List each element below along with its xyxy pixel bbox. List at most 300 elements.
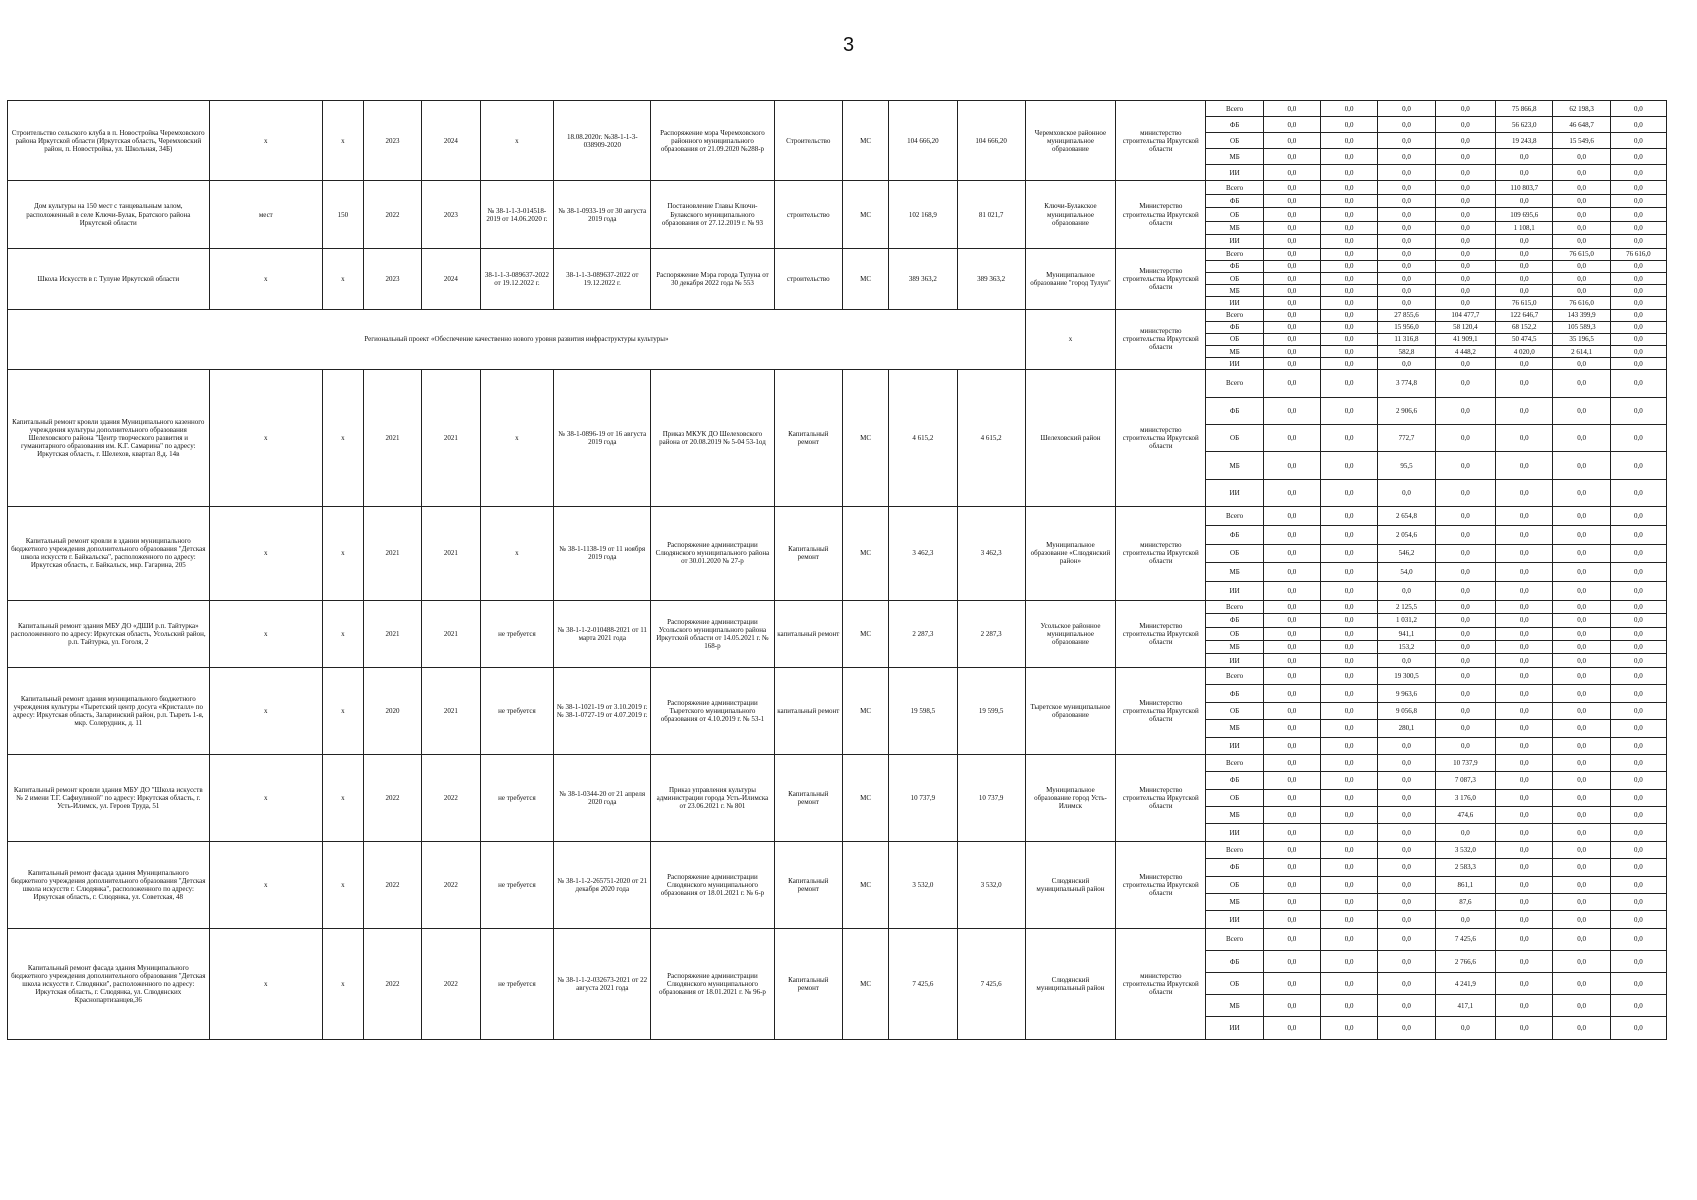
funding-value-cell: 0,0 bbox=[1553, 544, 1610, 563]
decision-document-cell: Распоряжение администрации Слюдянского муниципального образования от 18.01.2021 г. № 96-р bbox=[651, 928, 774, 1039]
ownership-cell: МС bbox=[842, 841, 888, 928]
funding-value-cell: 2 583,3 bbox=[1435, 859, 1496, 876]
funding-value-cell: 0,0 bbox=[1378, 737, 1435, 754]
project-name-cell: Региональный проект «Обеспечение качественно нового уровня развития инфраструктуры культуры» bbox=[8, 309, 1026, 370]
funding-value-cell: 35 196,5 bbox=[1553, 333, 1610, 345]
funding-source-cell: ОБ bbox=[1206, 876, 1263, 893]
start-year-cell: 2020 bbox=[363, 667, 421, 754]
funding-value-cell: 0,0 bbox=[1435, 208, 1496, 221]
funding-value-cell: 0,0 bbox=[1496, 248, 1553, 260]
funding-value-cell: 0,0 bbox=[1496, 544, 1553, 563]
funding-value-cell: 0,0 bbox=[1610, 333, 1666, 345]
funding-value-cell: 0,0 bbox=[1378, 248, 1435, 260]
object-name-cell: Дом культуры на 150 мест с танцевальным залом, расположенный в селе Ключи-Булак, Братского района Иркутской области bbox=[8, 181, 210, 248]
end-year-cell: 2021 bbox=[422, 667, 480, 754]
funding-value-cell: 0,0 bbox=[1263, 235, 1320, 248]
expertise-conclusion-cell: № 38-1-0896-19 от 16 августа 2019 года bbox=[554, 370, 651, 507]
funding-value-cell: 105 589,3 bbox=[1553, 321, 1610, 333]
estimated-cost-cell: 104 666,20 bbox=[889, 101, 957, 181]
funding-value-cell: 0,0 bbox=[1496, 370, 1553, 397]
expertise-conclusion-cell: 18.08.2020г. №38-1-1-3-038909-2020 bbox=[554, 101, 651, 181]
funding-value-cell: 0,0 bbox=[1263, 544, 1320, 563]
work-type-cell: Капитальный ремонт bbox=[774, 754, 842, 841]
funding-value-cell: 0,0 bbox=[1553, 667, 1610, 684]
expertise-conclusion-cell: № 38-1-1021-19 от 3.10.2019 г. № 38-1-0727-19 от 4.07.2019 г. bbox=[554, 667, 651, 754]
funding-value-cell: 0,0 bbox=[1610, 654, 1666, 667]
funding-value-cell: 15 549,6 bbox=[1553, 133, 1610, 149]
funding-value-cell: 50 474,5 bbox=[1496, 333, 1553, 345]
decision-document-cell: Распоряжение мэра Черемховского районного муниципального образования от 21.09.2020 №288-р bbox=[651, 101, 774, 181]
funding-value-cell: 0,0 bbox=[1610, 789, 1666, 806]
funding-value-cell: 0,0 bbox=[1435, 720, 1496, 737]
work-type-cell: строительство bbox=[774, 181, 842, 248]
administrator-cell: Министерство строительства Иркутской области bbox=[1116, 754, 1206, 841]
funding-value-cell: 0,0 bbox=[1553, 627, 1610, 640]
object-name-cell: Строительство сельского клуба в п. Новостройка Черемховского района Иркутской области (Иркутская область, Черемховский район, п. Новостройка, ул. Школьная, 34Б) bbox=[8, 101, 210, 181]
funding-value-cell: 0,0 bbox=[1553, 285, 1610, 297]
funding-source-cell: ОБ bbox=[1206, 789, 1263, 806]
funding-value-cell: 0,0 bbox=[1553, 824, 1610, 841]
funding-value-cell: 0,0 bbox=[1553, 452, 1610, 479]
funding-value-cell: 143 399,9 bbox=[1553, 309, 1610, 321]
funding-source-cell: ФБ bbox=[1206, 117, 1263, 133]
funding-value-cell: 861,1 bbox=[1435, 876, 1496, 893]
funding-value-cell: 0,0 bbox=[1610, 117, 1666, 133]
funding-value-cell: 0,0 bbox=[1263, 859, 1320, 876]
funding-source-cell: ИИ bbox=[1206, 911, 1263, 928]
funding-value-cell: 7 087,3 bbox=[1435, 772, 1496, 789]
funding-value-cell: 0,0 bbox=[1378, 841, 1435, 858]
administrator-cell: министерство строительства Иркутской области bbox=[1116, 309, 1206, 370]
funding-source-cell: ИИ bbox=[1206, 654, 1263, 667]
recipient-cell: х bbox=[1025, 309, 1115, 370]
funding-value-cell: 0,0 bbox=[1378, 208, 1435, 221]
funding-value-cell: 0,0 bbox=[1378, 260, 1435, 272]
funding-value-cell: 0,0 bbox=[1263, 358, 1320, 370]
funding-value-cell: 0,0 bbox=[1263, 248, 1320, 260]
remaining-cost-cell: 2 287,3 bbox=[957, 600, 1025, 667]
funding-value-cell: 0,0 bbox=[1610, 425, 1666, 452]
funding-value-cell: 582,8 bbox=[1378, 345, 1435, 357]
funding-value-cell: 0,0 bbox=[1263, 452, 1320, 479]
funding-value-cell: 0,0 bbox=[1378, 149, 1435, 165]
recipient-cell: Усольское районное муниципальное образование bbox=[1025, 600, 1115, 667]
administrator-cell: министерство строительства Иркутской области bbox=[1116, 370, 1206, 507]
funding-value-cell: 0,0 bbox=[1435, 507, 1496, 526]
funding-value-cell: 27 855,6 bbox=[1378, 309, 1435, 321]
funding-source-cell: ОБ bbox=[1206, 133, 1263, 149]
funding-value-cell: 0,0 bbox=[1263, 321, 1320, 333]
funding-value-cell: 0,0 bbox=[1263, 627, 1320, 640]
funding-value-cell: 0,0 bbox=[1553, 525, 1610, 544]
funding-source-cell: ОБ bbox=[1206, 333, 1263, 345]
funding-value-cell: 0,0 bbox=[1610, 894, 1666, 911]
funding-value-cell: 0,0 bbox=[1553, 181, 1610, 194]
recipient-cell: Черемховское районное муниципальное образование bbox=[1025, 101, 1115, 181]
funding-value-cell: 0,0 bbox=[1610, 221, 1666, 234]
funding-value-cell: 0,0 bbox=[1496, 273, 1553, 285]
funding-value-cell: 0,0 bbox=[1321, 807, 1378, 824]
funding-value-cell: 0,0 bbox=[1553, 995, 1610, 1017]
funding-source-cell: ФБ bbox=[1206, 614, 1263, 627]
funding-value-cell: 0,0 bbox=[1263, 894, 1320, 911]
funding-value-cell: 0,0 bbox=[1321, 273, 1378, 285]
start-year-cell: 2021 bbox=[363, 370, 421, 507]
ownership-cell: МС bbox=[842, 600, 888, 667]
funding-value-cell: 41 909,1 bbox=[1435, 333, 1496, 345]
funding-value-cell: 0,0 bbox=[1496, 911, 1553, 928]
capacity-cell: х bbox=[323, 841, 364, 928]
funding-value-cell: 0,0 bbox=[1553, 479, 1610, 506]
funding-value-cell: 0,0 bbox=[1610, 581, 1666, 600]
funding-source-cell: Всего bbox=[1206, 928, 1263, 950]
funding-value-cell: 0,0 bbox=[1553, 165, 1610, 181]
table-row bbox=[8, 309, 1667, 321]
funding-value-cell: 0,0 bbox=[1263, 525, 1320, 544]
recipient-cell: Муниципальное образование город Усть-Илимск bbox=[1025, 754, 1115, 841]
funding-value-cell: 0,0 bbox=[1378, 876, 1435, 893]
funding-value-cell: 0,0 bbox=[1321, 321, 1378, 333]
start-year-cell: 2021 bbox=[363, 600, 421, 667]
expertise-conclusion-cell: № 38-1-1138-19 от 11 ноября 2019 года bbox=[554, 507, 651, 600]
funding-value-cell: 0,0 bbox=[1321, 894, 1378, 911]
funding-value-cell: 153,2 bbox=[1378, 641, 1435, 654]
funding-source-cell: ФБ bbox=[1206, 321, 1263, 333]
funding-source-cell: Всего bbox=[1206, 600, 1263, 613]
funding-value-cell: 0,0 bbox=[1496, 894, 1553, 911]
funding-value-cell: 0,0 bbox=[1321, 297, 1378, 309]
funding-value-cell: 0,0 bbox=[1435, 685, 1496, 702]
capacity-cell: х bbox=[323, 101, 364, 181]
estimated-cost-cell: 3 532,0 bbox=[889, 841, 957, 928]
unit-cell: х bbox=[209, 370, 322, 507]
funding-value-cell: 0,0 bbox=[1321, 507, 1378, 526]
funding-value-cell: 0,0 bbox=[1496, 600, 1553, 613]
expertise-cell: х bbox=[480, 507, 554, 600]
funding-value-cell: 0,0 bbox=[1321, 101, 1378, 117]
funding-value-cell: 0,0 bbox=[1496, 876, 1553, 893]
funding-source-cell: ОБ bbox=[1206, 425, 1263, 452]
funding-value-cell: 0,0 bbox=[1321, 600, 1378, 613]
funding-value-cell: 0,0 bbox=[1610, 397, 1666, 424]
funding-value-cell: 0,0 bbox=[1553, 235, 1610, 248]
funding-value-cell: 0,0 bbox=[1496, 525, 1553, 544]
object-name-cell: Капитальный ремонт кровли в здании муниципального бюджетного учреждения дополнительного образования "Детская школа искусств г. Байкальска", расположенного по адресу: Иркутская область, г. Байкальск, мкр. Гагарина, 205 bbox=[8, 507, 210, 600]
funding-source-cell: ИИ bbox=[1206, 581, 1263, 600]
funding-value-cell: 2 054,6 bbox=[1378, 525, 1435, 544]
funding-value-cell: 0,0 bbox=[1263, 928, 1320, 950]
funding-value-cell: 0,0 bbox=[1553, 720, 1610, 737]
funding-source-cell: ИИ bbox=[1206, 1017, 1263, 1040]
funding-value-cell: 0,0 bbox=[1321, 911, 1378, 928]
funding-value-cell: 0,0 bbox=[1610, 149, 1666, 165]
funding-value-cell: 0,0 bbox=[1378, 358, 1435, 370]
funding-value-cell: 0,0 bbox=[1610, 133, 1666, 149]
funding-value-cell: 0,0 bbox=[1321, 397, 1378, 424]
funding-source-cell: Всего bbox=[1206, 667, 1263, 684]
start-year-cell: 2022 bbox=[363, 754, 421, 841]
funding-source-cell: Всего bbox=[1206, 181, 1263, 194]
funding-value-cell: 0,0 bbox=[1553, 208, 1610, 221]
funding-value-cell: 0,0 bbox=[1496, 260, 1553, 272]
funding-value-cell: 10 737,9 bbox=[1435, 754, 1496, 771]
funding-value-cell: 0,0 bbox=[1553, 149, 1610, 165]
funding-value-cell: 0,0 bbox=[1610, 507, 1666, 526]
funding-value-cell: 0,0 bbox=[1263, 1017, 1320, 1040]
funding-source-cell: МБ bbox=[1206, 452, 1263, 479]
funding-value-cell: 0,0 bbox=[1321, 737, 1378, 754]
decision-document-cell: Распоряжение администрации Усольского муниципального района Иркутской области от 14.05.2021 г. № 168-р bbox=[651, 600, 774, 667]
funding-value-cell: 0,0 bbox=[1263, 370, 1320, 397]
funding-value-cell: 0,0 bbox=[1553, 789, 1610, 806]
funding-value-cell: 0,0 bbox=[1553, 950, 1610, 972]
funding-value-cell: 0,0 bbox=[1435, 1017, 1496, 1040]
funding-value-cell: 19 300,5 bbox=[1378, 667, 1435, 684]
funding-value-cell: 0,0 bbox=[1378, 789, 1435, 806]
funding-value-cell: 0,0 bbox=[1496, 397, 1553, 424]
funding-value-cell: 0,0 bbox=[1496, 720, 1553, 737]
funding-value-cell: 46 648,7 bbox=[1553, 117, 1610, 133]
decision-document-cell: Распоряжение администрации Слюдянского муниципального образования от 18.01.2021 г. № 6-р bbox=[651, 841, 774, 928]
funding-value-cell: 0,0 bbox=[1321, 133, 1378, 149]
funding-value-cell: 0,0 bbox=[1553, 194, 1610, 207]
funding-source-cell: МБ bbox=[1206, 563, 1263, 582]
funding-value-cell: 0,0 bbox=[1496, 824, 1553, 841]
funding-value-cell: 0,0 bbox=[1263, 876, 1320, 893]
funding-value-cell: 0,0 bbox=[1496, 754, 1553, 771]
capacity-cell: х bbox=[323, 600, 364, 667]
funding-value-cell: 0,0 bbox=[1610, 260, 1666, 272]
funding-source-cell: ОБ bbox=[1206, 702, 1263, 719]
funding-value-cell: 0,0 bbox=[1378, 754, 1435, 771]
end-year-cell: 2024 bbox=[422, 248, 480, 309]
start-year-cell: 2022 bbox=[363, 928, 421, 1039]
funding-value-cell: 0,0 bbox=[1263, 824, 1320, 841]
funding-value-cell: 0,0 bbox=[1610, 208, 1666, 221]
estimated-cost-cell: 4 615,2 bbox=[889, 370, 957, 507]
decision-document-cell: Распоряжение администрации Тыретского муниципального образования от 4.10.2019 г. № 53-1 bbox=[651, 667, 774, 754]
funding-value-cell: 0,0 bbox=[1435, 667, 1496, 684]
funding-value-cell: 0,0 bbox=[1263, 273, 1320, 285]
funding-value-cell: 0,0 bbox=[1435, 581, 1496, 600]
funding-source-cell: МБ bbox=[1206, 345, 1263, 357]
page-number: 3 bbox=[842, 34, 855, 56]
administrator-cell: министерство строительства Иркутской области bbox=[1116, 928, 1206, 1039]
recipient-cell: Муниципальное образование "город Тулун" bbox=[1025, 248, 1115, 309]
funding-value-cell: 0,0 bbox=[1435, 824, 1496, 841]
work-type-cell: капитальный ремонт bbox=[774, 667, 842, 754]
funding-value-cell: 15 956,0 bbox=[1378, 321, 1435, 333]
expertise-cell: не требуется bbox=[480, 754, 554, 841]
funding-value-cell: 0,0 bbox=[1610, 950, 1666, 972]
funding-value-cell: 0,0 bbox=[1553, 425, 1610, 452]
funding-value-cell: 0,0 bbox=[1610, 772, 1666, 789]
funding-value-cell: 474,6 bbox=[1435, 807, 1496, 824]
funding-value-cell: 0,0 bbox=[1378, 181, 1435, 194]
funding-source-cell: Всего bbox=[1206, 309, 1263, 321]
funding-value-cell: 0,0 bbox=[1321, 876, 1378, 893]
funding-value-cell: 0,0 bbox=[1263, 117, 1320, 133]
funding-value-cell: 0,0 bbox=[1378, 950, 1435, 972]
funding-value-cell: 0,0 bbox=[1610, 641, 1666, 654]
estimated-cost-cell: 389 363,2 bbox=[889, 248, 957, 309]
unit-cell: х bbox=[209, 507, 322, 600]
funding-value-cell: 0,0 bbox=[1553, 370, 1610, 397]
funding-value-cell: 0,0 bbox=[1321, 479, 1378, 506]
funding-value-cell: 0,0 bbox=[1263, 685, 1320, 702]
funding-value-cell: 19 243,8 bbox=[1496, 133, 1553, 149]
object-name-cell: Школа Искусств в г. Тулуне Иркутской области bbox=[8, 248, 210, 309]
funding-value-cell: 0,0 bbox=[1610, 544, 1666, 563]
funding-value-cell: 0,0 bbox=[1321, 525, 1378, 544]
expertise-cell: не требуется bbox=[480, 841, 554, 928]
funding-value-cell: 0,0 bbox=[1321, 309, 1378, 321]
ownership-cell: МС bbox=[842, 370, 888, 507]
funding-value-cell: 0,0 bbox=[1496, 425, 1553, 452]
funding-value-cell: 0,0 bbox=[1435, 614, 1496, 627]
funding-value-cell: 0,0 bbox=[1496, 950, 1553, 972]
recipient-cell: Слюдянский муниципальный район bbox=[1025, 928, 1115, 1039]
funding-value-cell: 0,0 bbox=[1553, 754, 1610, 771]
funding-source-cell: МБ bbox=[1206, 221, 1263, 234]
funding-value-cell: 0,0 bbox=[1263, 807, 1320, 824]
funding-value-cell: 4 241,9 bbox=[1435, 973, 1496, 995]
funding-value-cell: 0,0 bbox=[1321, 452, 1378, 479]
funding-value-cell: 0,0 bbox=[1263, 297, 1320, 309]
end-year-cell: 2022 bbox=[422, 928, 480, 1039]
funding-value-cell: 0,0 bbox=[1378, 973, 1435, 995]
funding-value-cell: 0,0 bbox=[1610, 285, 1666, 297]
funding-value-cell: 0,0 bbox=[1496, 479, 1553, 506]
table-row bbox=[8, 370, 1667, 397]
funding-value-cell: 0,0 bbox=[1496, 654, 1553, 667]
funding-value-cell: 546,2 bbox=[1378, 544, 1435, 563]
funding-value-cell: 0,0 bbox=[1321, 333, 1378, 345]
funding-value-cell: 0,0 bbox=[1263, 479, 1320, 506]
object-name-cell: Капитальный ремонт кровли здания Муниципального казенного учреждения культуры дополнительного образования Шелеховского района "Центр творческого развития и гуманитарного образования им. К.Г. Самарина" по адресу: Иркутская область, г. Шелехов, квартал 8,д. 14в bbox=[8, 370, 210, 507]
ownership-cell: МС bbox=[842, 507, 888, 600]
table-row bbox=[8, 600, 1667, 613]
funding-value-cell: 3 532,0 bbox=[1435, 841, 1496, 858]
capacity-cell: х bbox=[323, 248, 364, 309]
recipient-cell: Слюдянский муниципальный район bbox=[1025, 841, 1115, 928]
funding-source-cell: ФБ bbox=[1206, 525, 1263, 544]
funding-value-cell: 2 654,8 bbox=[1378, 507, 1435, 526]
funding-value-cell: 0,0 bbox=[1321, 117, 1378, 133]
estimated-cost-cell: 102 168,9 bbox=[889, 181, 957, 248]
funding-value-cell: 0,0 bbox=[1263, 133, 1320, 149]
work-type-cell: Капитальный ремонт bbox=[774, 928, 842, 1039]
funding-value-cell: 0,0 bbox=[1610, 101, 1666, 117]
funding-value-cell: 0,0 bbox=[1321, 208, 1378, 221]
end-year-cell: 2021 bbox=[422, 370, 480, 507]
funding-value-cell: 0,0 bbox=[1435, 297, 1496, 309]
funding-value-cell: 0,0 bbox=[1435, 358, 1496, 370]
funding-value-cell: 0,0 bbox=[1321, 194, 1378, 207]
funding-source-cell: ИИ bbox=[1206, 358, 1263, 370]
funding-value-cell: 0,0 bbox=[1553, 507, 1610, 526]
decision-document-cell: Постановление Главы Ключи-Булакского муниципального образования от 27.12.2019 г. № 93 bbox=[651, 181, 774, 248]
funding-value-cell: 0,0 bbox=[1435, 285, 1496, 297]
funding-value-cell: 0,0 bbox=[1321, 581, 1378, 600]
capacity-cell: х bbox=[323, 507, 364, 600]
remaining-cost-cell: 10 737,9 bbox=[957, 754, 1025, 841]
funding-value-cell: 0,0 bbox=[1321, 358, 1378, 370]
funding-source-cell: ОБ bbox=[1206, 627, 1263, 640]
funding-source-cell: Всего bbox=[1206, 754, 1263, 771]
funding-value-cell: 0,0 bbox=[1378, 772, 1435, 789]
decision-document-cell: Приказ МКУК ДО Шелеховского района от 20.08.2019 № 5-04 53-1од bbox=[651, 370, 774, 507]
funding-value-cell: 0,0 bbox=[1553, 397, 1610, 424]
funding-value-cell: 0,0 bbox=[1263, 667, 1320, 684]
funding-value-cell: 0,0 bbox=[1321, 754, 1378, 771]
funding-value-cell: 0,0 bbox=[1378, 101, 1435, 117]
end-year-cell: 2024 bbox=[422, 101, 480, 181]
funding-value-cell: 0,0 bbox=[1496, 563, 1553, 582]
funding-value-cell: 0,0 bbox=[1378, 117, 1435, 133]
funding-value-cell: 0,0 bbox=[1610, 345, 1666, 357]
funding-value-cell: 0,0 bbox=[1378, 654, 1435, 667]
funding-value-cell: 76 616,0 bbox=[1553, 297, 1610, 309]
unit-cell: х bbox=[209, 928, 322, 1039]
table-row bbox=[8, 754, 1667, 771]
funding-value-cell: 0,0 bbox=[1553, 563, 1610, 582]
table-row bbox=[8, 667, 1667, 684]
funding-value-cell: 0,0 bbox=[1321, 973, 1378, 995]
funding-value-cell: 0,0 bbox=[1435, 181, 1496, 194]
expertise-cell: 38-1-1-3-089637-2022 от 19.12.2022 г. bbox=[480, 248, 554, 309]
funding-value-cell: 0,0 bbox=[1263, 165, 1320, 181]
funding-value-cell: 0,0 bbox=[1610, 563, 1666, 582]
funding-value-cell: 0,0 bbox=[1610, 973, 1666, 995]
funding-value-cell: 7 425,6 bbox=[1435, 928, 1496, 950]
funding-value-cell: 0,0 bbox=[1263, 614, 1320, 627]
funding-value-cell: 0,0 bbox=[1610, 627, 1666, 640]
funding-value-cell: 0,0 bbox=[1435, 702, 1496, 719]
table-body bbox=[8, 101, 1667, 1040]
funding-value-cell: 0,0 bbox=[1263, 702, 1320, 719]
funding-value-cell: 0,0 bbox=[1610, 614, 1666, 627]
funding-value-cell: 0,0 bbox=[1321, 702, 1378, 719]
funding-value-cell: 0,0 bbox=[1435, 235, 1496, 248]
funding-value-cell: 0,0 bbox=[1321, 181, 1378, 194]
funding-value-cell: 0,0 bbox=[1263, 654, 1320, 667]
expertise-conclusion-cell: № 38-1-0933-19 от 30 августа 2019 года bbox=[554, 181, 651, 248]
funding-value-cell: 104 477,7 bbox=[1435, 309, 1496, 321]
funding-value-cell: 0,0 bbox=[1496, 507, 1553, 526]
funding-value-cell: 62 198,3 bbox=[1553, 101, 1610, 117]
funding-value-cell: 0,0 bbox=[1435, 911, 1496, 928]
funding-value-cell: 76 616,0 bbox=[1610, 248, 1666, 260]
ownership-cell: МС bbox=[842, 928, 888, 1039]
funding-value-cell: 280,1 bbox=[1378, 720, 1435, 737]
expertise-cell: х bbox=[480, 370, 554, 507]
funding-value-cell: 0,0 bbox=[1378, 133, 1435, 149]
funding-value-cell: 0,0 bbox=[1553, 600, 1610, 613]
funding-value-cell: 0,0 bbox=[1263, 772, 1320, 789]
funding-value-cell: 0,0 bbox=[1553, 358, 1610, 370]
funding-value-cell: 0,0 bbox=[1321, 995, 1378, 1017]
funding-value-cell: 0,0 bbox=[1378, 581, 1435, 600]
funding-source-cell: ФБ bbox=[1206, 772, 1263, 789]
funding-source-cell: МБ bbox=[1206, 149, 1263, 165]
funding-value-cell: 76 615,0 bbox=[1553, 248, 1610, 260]
funding-value-cell: 122 646,7 bbox=[1496, 309, 1553, 321]
recipient-cell: Тыретское муниципальное образование bbox=[1025, 667, 1115, 754]
funding-value-cell: 0,0 bbox=[1321, 260, 1378, 272]
estimated-cost-cell: 2 287,3 bbox=[889, 600, 957, 667]
funding-value-cell: 1 108,1 bbox=[1496, 221, 1553, 234]
